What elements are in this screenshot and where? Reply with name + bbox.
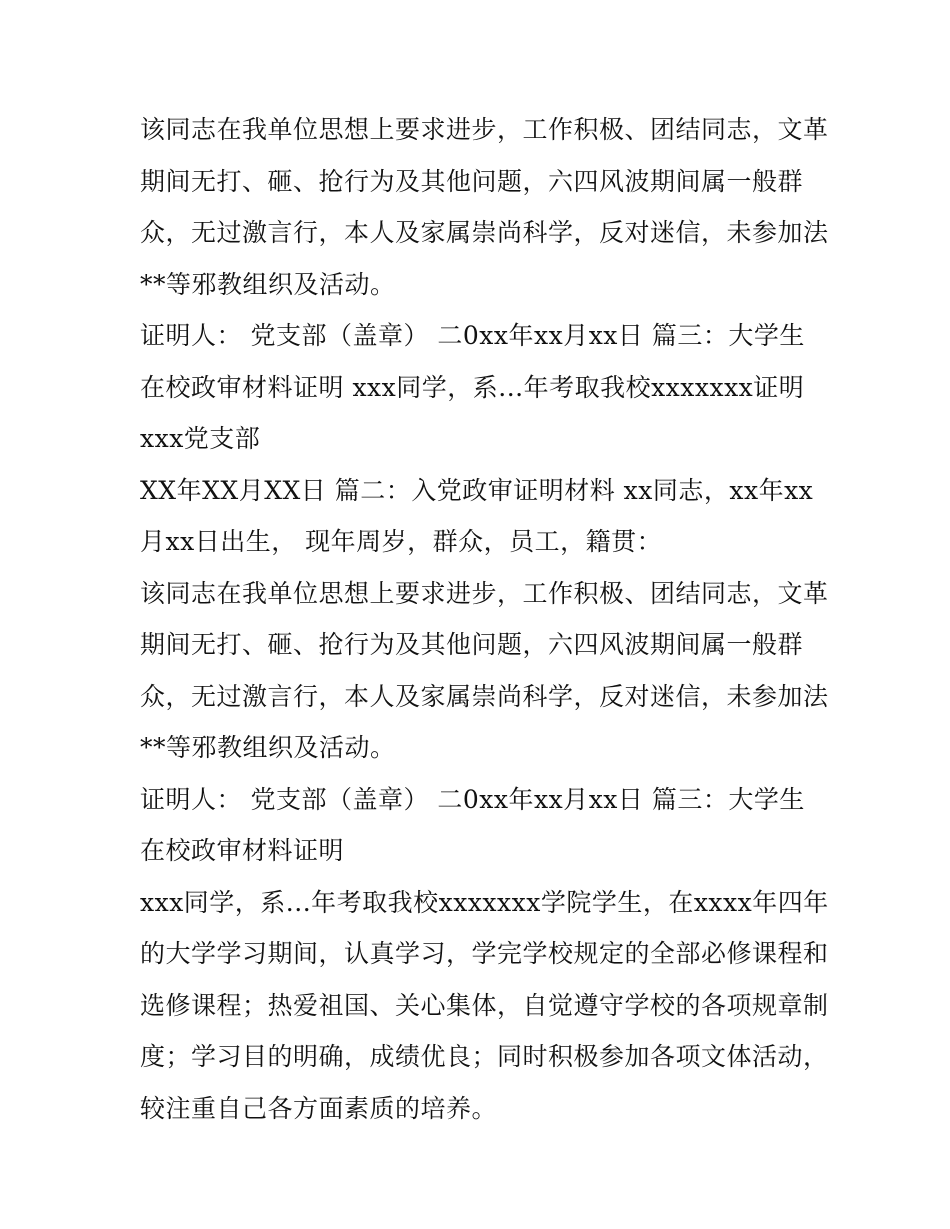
text-line: 该同志在我单位思想上要求进步，工作积极、团结同志，文革 (140, 115, 829, 144)
text-line: 证明人： 党支部（盖章） 二0xx年xx月xx日 篇三：大学生 (140, 784, 805, 814)
text-line: xxx同学，系...年考取我校xxxxxxx学院学生，在xxxx年四年 (140, 887, 829, 917)
text-line: 证明人： 党支部（盖章） 二0xx年xx月xx日 篇三：大学生 (140, 321, 805, 350)
document-body (140, 104, 829, 1134)
text-line: 选修课程；热爱祖国、关心集体，自觉遵守学校的各项规章制 (140, 990, 829, 1020)
text-line: 该同志在我单位思想上要求进步，工作积极、团结同志，文革 (140, 578, 829, 608)
text-line: 在校政审材料证明 (140, 836, 345, 865)
text-line: XX年XX月XX日 篇二：入党政审证明材料 xx同志，xx年xx (140, 475, 814, 505)
text-line: 较注重自己各方面素质的培养。 (140, 1093, 498, 1123)
text-line: 期间无打、砸、抢行为及其他问题，六四风波期间属一般群 (140, 630, 804, 659)
text-line: 期间无打、砸、抢行为及其他问题，六四风波期间属一般群 (140, 166, 804, 196)
text-line: 的大学学习期间，认真学习，学完学校规定的全部必修课程和 (140, 939, 829, 968)
text-line: **等邪教组织及活动。 (140, 269, 396, 299)
text-line: 月xx日出生， 现年周岁，群众，员工，籍贯： (140, 527, 663, 556)
text-line: **等邪教组织及活动。 (140, 733, 396, 762)
text-line: 度；学习目的明确，成绩优良；同时积极参加各项文体活动， (140, 1042, 829, 1071)
text-line: 众，无过激言行，本人及家属崇尚科学，反对迷信，未参加法 (140, 681, 829, 711)
text-line: xxx党支部 (140, 424, 261, 453)
text-line: 众，无过激言行，本人及家属崇尚科学，反对迷信，未参加法 (140, 218, 829, 247)
text-line: 在校政审材料证明 xxx同学，系...年考取我校xxxxxxx证明 (140, 372, 805, 402)
